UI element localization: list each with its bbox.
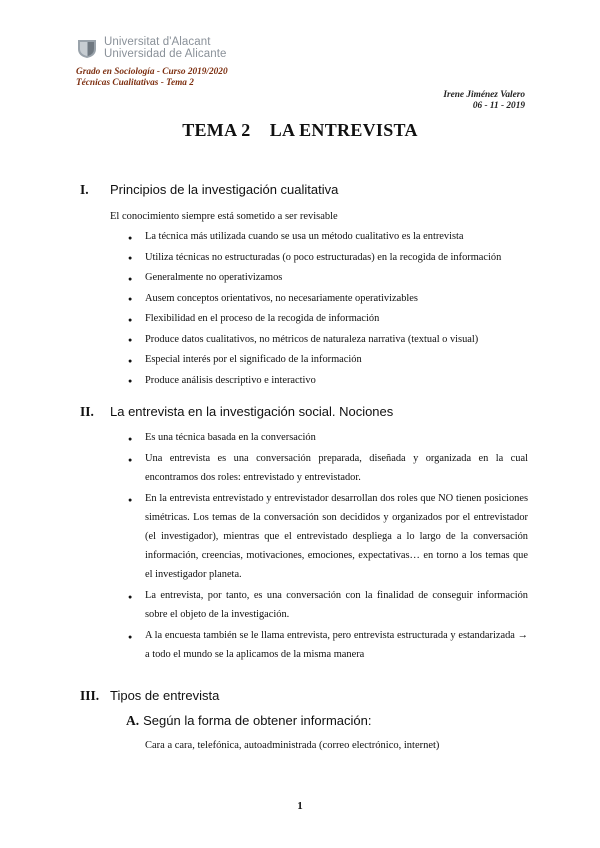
- list-item: ● Generalmente no operativizamos: [128, 271, 528, 285]
- list-item: ● Produce análisis descriptivo e interactivo: [128, 374, 528, 388]
- section-3-title: Tipos de entrevista: [110, 688, 220, 703]
- university-line2: Universidad de Alicante: [104, 48, 227, 60]
- university-shield-icon: [76, 37, 98, 59]
- list-item: ● La entrevista, por tanto, es una conversación con la finalidad de conseguir información sobre el objeto de la investigación.: [128, 586, 528, 624]
- section-3-heading: [80, 688, 219, 704]
- section-1-number: I.: [80, 182, 89, 197]
- section-2-number: II.: [80, 404, 94, 419]
- list-item: ● Produce datos cualitativos, no métricos de naturaleza narrativa (textual o visual): [128, 333, 528, 347]
- section-1-intro: El conocimiento siempre está sometido a ser revisable: [110, 211, 338, 222]
- author-block: [443, 90, 525, 112]
- subsection-a-text: Cara a cara, telefónica, autoadministrada (correo electrónico, internet): [145, 740, 440, 751]
- section-3-number: III.: [80, 688, 100, 703]
- university-line1: Universitat d'Alacant: [104, 36, 211, 48]
- course-line2: Técnicas Cualitativas - Tema 2: [76, 78, 194, 88]
- list-item: ● Especial interés por el significado de la información: [128, 353, 528, 367]
- list-item: ● La técnica más utilizada cuando se usa un método cualitativo es la entrevista: [128, 230, 528, 244]
- section-1-title: Principios de la investigación cualitativa: [110, 182, 339, 197]
- subsection-a-heading: [126, 713, 371, 729]
- list-item: ● Flexibilidad en el proceso de la recogida de información: [128, 312, 528, 326]
- university-name: [104, 36, 226, 60]
- section-2-bullet-list: [128, 428, 528, 666]
- list-item: ● Utiliza técnicas no estructuradas (o poco estructuradas) en la recogida de información: [128, 251, 528, 265]
- list-item: ● A la encuesta también se le llama entrevista, pero entrevista estructurada y estandarizada → a todo el mundo se la aplicamos de la misma manera: [128, 626, 528, 664]
- course-line1: Grado en Sociología - Curso 2019/2020: [76, 67, 228, 77]
- list-item: ● En la entrevista entrevistado y entrevistador desarrollan dos roles que NO tienen posiciones simétricas. Los temas de la conversación son decididos y organizados por el entrevistador (el investigador), mientras que el entrevistado despliega a lo largo de la conversación información, creencias, motivaciones, emociones, expectativas… en torno a los temas que el investigador planeta.: [128, 489, 528, 584]
- course-info: [76, 67, 228, 89]
- subsection-a-letter: A.: [126, 713, 140, 728]
- section-1-bullet-list: [128, 230, 528, 394]
- section-1-heading: [80, 182, 338, 198]
- section-2-heading: [80, 404, 393, 420]
- list-item: ● Una entrevista es una conversación preparada, diseñada y organizada en la cual encontramos dos roles: entrevistado y entrevistador.: [128, 449, 528, 487]
- list-item: ● Es una técnica basada en la conversación: [128, 428, 528, 447]
- list-item: ● Ausem conceptos orientativos, no necesariamente operativizables: [128, 292, 528, 306]
- section-2-title: La entrevista en la investigación social. Nociones: [110, 404, 394, 419]
- subsection-a-title: Según la forma de obtener información:: [143, 713, 372, 728]
- author-name: Irene Jiménez Valero: [443, 90, 525, 100]
- page-title: TEMA 2 LA ENTREVISTA: [182, 120, 418, 140]
- page-number: 1: [297, 800, 303, 812]
- document-date: 06 - 11 - 2019: [472, 101, 525, 111]
